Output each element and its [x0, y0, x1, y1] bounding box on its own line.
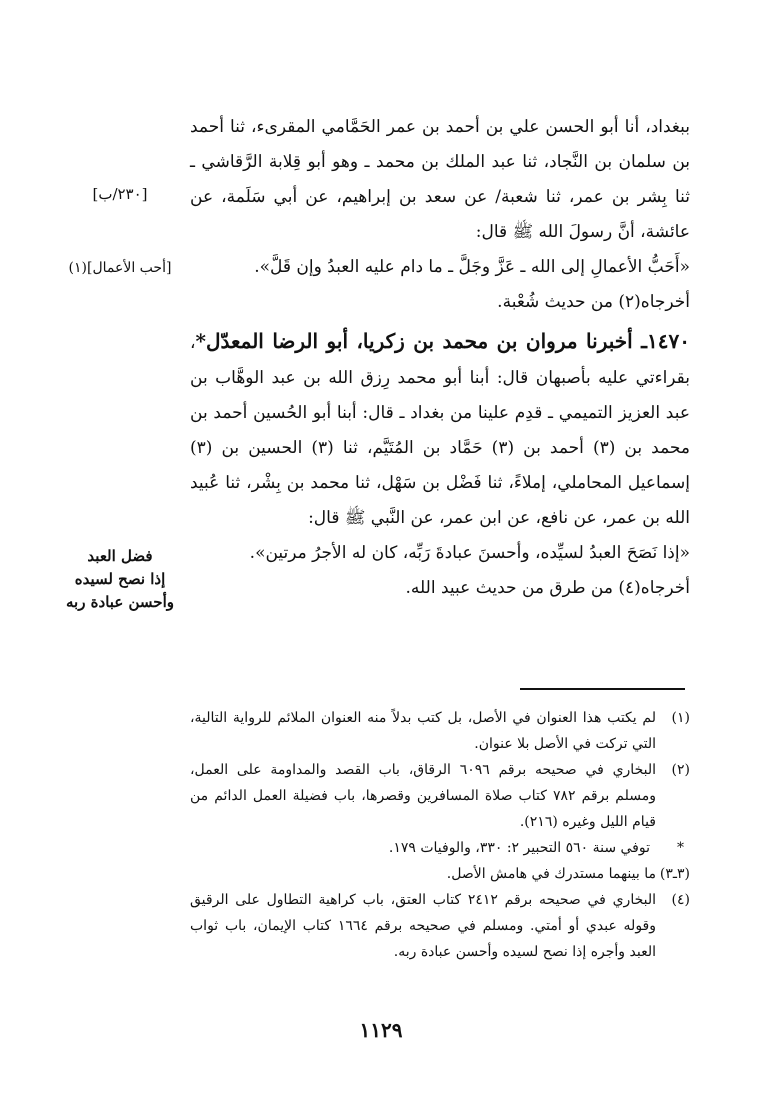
margin-heading-fadl: [55, 545, 185, 614]
margin-heading-ahabb: [أحب الأعمال](١): [68, 260, 172, 276]
footnote-number: (٤): [671, 892, 690, 908]
footnote-divider: [520, 688, 685, 690]
footnotes: [190, 705, 690, 965]
margin-heading-line: فضل العبد: [87, 547, 153, 565]
footnote-number: *: [677, 840, 684, 856]
footnote-number: (٣ـ٣): [659, 866, 690, 882]
footnote: [190, 705, 690, 757]
hadith-entry-1470: [190, 324, 690, 536]
hadith-text-2: «إذا نَصَحَ العبدُ لسيِّده، وأحسنَ عبادةَ رَبِّه، كان له الأجرُ مرتين».: [249, 543, 690, 563]
main-text: [190, 110, 690, 606]
footnote: [190, 757, 690, 835]
takhrij-line: أخرجاه(٢) من حديث شُعْبة.: [497, 292, 690, 312]
hadith-number-heading: ١٤٧٠ـ أخبرنا مروان بن محمد بن زكريا، أبو الرضا المعدّل*: [195, 329, 690, 353]
page-number: ١١٢٩: [359, 1018, 403, 1042]
footnote-text: البخاري في صحيحه برقم ٢٤١٢ كتاب العتق، باب كراهية التطاول على الرقيق وقوله عبدي أو أمتي. ومسلم في صحيحه برقم ١٦٦٤ كتاب الإيمان، باب ثواب العبد وأجره إذا نصح لسيده وأحسن عبادة ربه.: [190, 892, 657, 960]
footnote-text: توفي سنة ٥٦٠ التحبير ٢: ٣٣٠، والوفيات ١٧٩.: [388, 840, 650, 856]
footnote: [190, 887, 690, 965]
footnote-number: (١): [671, 710, 690, 726]
footnote-text: ما بينهما مستدرك في هامش الأصل.: [446, 866, 656, 882]
margin-folio-mark: [٢٣٠/ب]: [92, 185, 148, 203]
footnote-number: (٢): [671, 762, 690, 778]
margin-heading-line: وأحسن عبادة ربه: [66, 593, 174, 611]
footnote: [190, 835, 690, 861]
footnote: [190, 861, 690, 887]
paragraph-isnad: ببغداد، أنا أبو الحسن علي بن أحمد بن عمر الحَمَّامي المقرىء، ثنا أحمد بن سلمان بن النَّجاد، ثنا عبد الملك بن محمد ـ وهو أبو قِلابة الرَّقاشي ـ ثنا بِشر بن عمر، ثنا شعبة/ عن سعد بن إبراهيم، عن أبي سَلَمة، عن عائشة، أنَّ رسولَ الله ﷺ قال:: [190, 117, 690, 242]
takhrij-line-2: أخرجاه(٤) من طرق من حديث عبيد الله.: [405, 578, 690, 598]
hadith-isnad: ، بقراءتي عليه بأصبهان قال: أبنا أبو محمد رِزق الله بن عبد الوهَّاب بن عبد العزيز التميمي ـ قدِم علينا من بغداد ـ قال: أبنا أبو الحُسين أحمد بن محمد بن (٣) أحمد بن (٣) حَمَّاد بن المُتَيَّم، ثنا (٣) الحسين بن (٣) إسماعيل المحاملي، إملاءً، ثنا فَضْل بن سَهْل، ثنا محمد بن بِشْر، ثنا عُبيد الله بن عمر، عن نافع، عن ابن عمر، عن النَّبي ﷺ قال:: [190, 333, 690, 528]
margin-heading-line: إذا نصح لسيده: [74, 570, 166, 588]
footnote-text: لم يكتب هذا العنوان في الأصل، بل كتب بدلاً منه العنوان الملائم للرواية التالية، التي تركت في الأصل بلا عنوان.: [190, 710, 656, 752]
hadith-text: «أَحَبُّ الأعمالِ إلى الله ـ عَزَّ وجَلَّ ـ ما دام عليه العبدُ وإن قَلَّ».: [254, 257, 690, 277]
footnote-text: البخاري في صحيحه برقم ٦٠٩٦ الرقاق، باب القصد والمداومة على العمل، ومسلم برقم ٧٨٢ كتاب صلاة المسافرين وقصرها، باب فضيلة العمل الدائم من قيام الليل وغيره (٢١٦).: [190, 762, 656, 830]
